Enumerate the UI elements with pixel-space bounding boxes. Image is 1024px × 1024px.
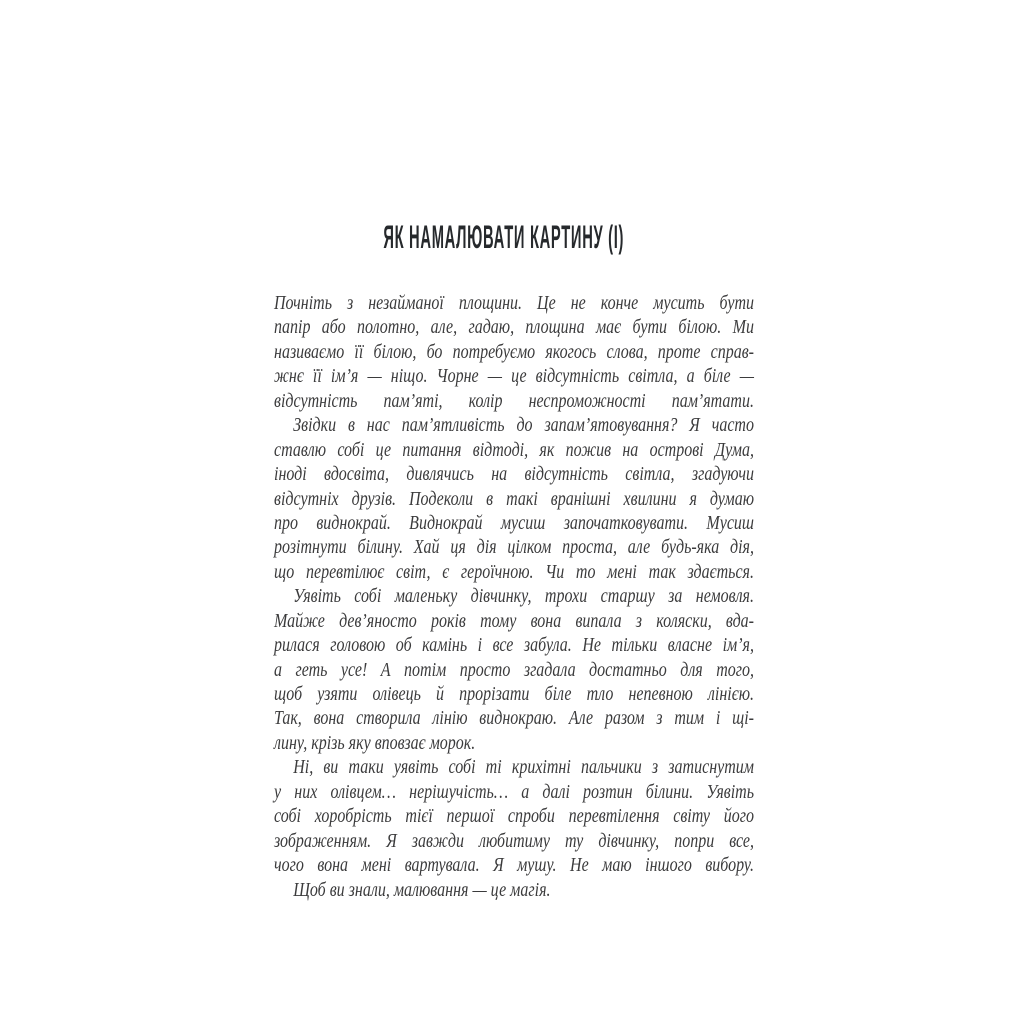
text-line: розітнути білину. Хай ця дія цілком проста, але будь-яка дія, (274, 536, 754, 559)
text-line: іноді вдосвіта, дивлячись на відсутність світла, згадуючи (274, 463, 754, 486)
text-line: Звідки в нас пам’ятливість до запам’ятовування? Я часто (293, 414, 754, 437)
body-text-block (274, 291, 754, 902)
paragraph (274, 755, 754, 877)
chapter-title (264, 221, 744, 253)
text-line: чого вона мені вартувала. Я мушу. Не маю іншого вибору. (274, 854, 754, 877)
text-line: жнє її ім’я — ніщо. Чорне — це відсутність світла, а біле — (274, 365, 754, 388)
body-text (274, 291, 754, 902)
text-line: Майже дев’яносто років тому вона випала з коляски, вда- (274, 609, 754, 632)
text-line: у них олівцем… нерішучість… а далі розтин білини. Уявіть (274, 780, 754, 803)
text-line: відсутніх друзів. Подеколи в такі вранішні хвилини я думаю (274, 487, 754, 510)
paragraph (274, 413, 754, 584)
text-line: Ні, ви таки уявіть собі ті крихітні пальчики з затиснутим (293, 756, 754, 779)
text-line: ставлю собі це питання відтоді, як пожив на острові Дума, (274, 438, 754, 461)
text-line: лину, крізь яку вповзає морок. (274, 731, 476, 754)
text-line: зображенням. Я завжди любитиму ту дівчинку, попри все, (274, 829, 754, 852)
text-line: а геть усе! А потім просто згадала достатньо для того, (274, 658, 754, 681)
text-line: рилася головою об камінь і все забула. Не тільки власне ім’я, (274, 634, 754, 657)
paragraph (274, 584, 754, 755)
text-line: відсутність пам’яті, колір неспроможності пам’ятати. (274, 389, 754, 412)
text-line: Так, вона створила лінію виднокраю. Але разом з тим і щі- (274, 707, 754, 730)
text-line: що перевтілює світ, є героїчною. Чи то мені так здається. (274, 560, 754, 583)
text-line: собі хоробрість тієї першої спроби перевтілення світу його (274, 805, 754, 828)
text-line: папір або полотно, але, гадаю, площина має бути білою. Ми (274, 316, 754, 339)
text-line: Уявіть собі маленьку дівчинку, трохи старшу за немовля. (293, 585, 754, 608)
text-line: про виднокрай. Виднокрай мусиш започатковувати. Мусиш (274, 511, 754, 534)
paragraph (274, 291, 754, 413)
text-line: щоб узяти олівець й прорізати біле тло непевною лінією. (274, 683, 754, 705)
paragraph (274, 878, 754, 902)
chapter-title-text: ЯК НАМАЛЮВАТИ КАРТИНУ (І) (383, 219, 625, 255)
text-line: Почніть з незайманої площини. Це не конче мусить бути (274, 292, 754, 314)
text-line: Щоб ви знали, малювання — це магія. (293, 878, 551, 901)
text-line: називаємо її білою, бо потребуємо якогось слова, проте справ- (274, 340, 754, 363)
